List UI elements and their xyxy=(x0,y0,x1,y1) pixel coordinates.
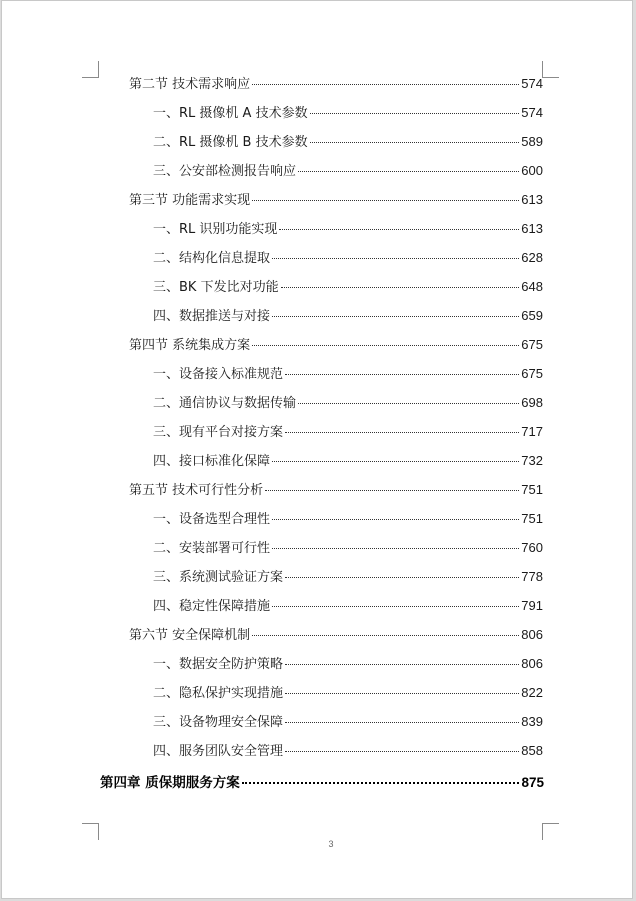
toc-entry-subsection[interactable] xyxy=(153,740,543,760)
toc-entry-page-number: 589 xyxy=(521,134,543,149)
toc-entry-title: 四、服务团队安全管理 xyxy=(153,744,284,759)
toc-entry-title: 二、安装部署可行性 xyxy=(153,541,271,556)
toc-entry-title: 第五节 技术可行性分析 xyxy=(129,483,264,498)
toc-entry-subsection[interactable] xyxy=(153,247,543,267)
toc-entry-subsection[interactable] xyxy=(153,566,543,586)
toc-entry-title: 三、公安部检测报告响应 xyxy=(153,164,297,179)
toc-leader-dots xyxy=(272,606,519,607)
toc-entry-title: 第二节 技术需求响应 xyxy=(129,77,251,92)
toc-entry-page-number: 613 xyxy=(521,192,543,207)
toc-leader-dots xyxy=(285,664,519,665)
toc-entry-chapter[interactable] xyxy=(100,771,544,791)
toc-entry-title: 三、系统测试验证方案 xyxy=(153,570,284,585)
toc-leader-dots xyxy=(265,490,519,491)
toc-leader-dots xyxy=(285,577,519,578)
toc-entry-page-number: 858 xyxy=(521,743,543,758)
toc-entry-title: 一、设备接入标准规范 xyxy=(153,367,284,382)
toc-entry-page-number: 659 xyxy=(521,308,543,323)
toc-leader-dots xyxy=(285,374,519,375)
toc-entry-subsection[interactable] xyxy=(153,218,543,238)
toc-entry-title: 二、RL 摄像机 B 技术参数 xyxy=(153,135,308,150)
toc-entry-title: 二、通信协议与数据传输 xyxy=(153,396,297,411)
toc-entry-subsection[interactable] xyxy=(153,711,543,731)
toc-entry-subsection[interactable] xyxy=(153,653,543,673)
toc-leader-dots xyxy=(310,113,520,114)
toc-entry-page-number: 628 xyxy=(521,250,543,265)
toc-leader-dots xyxy=(252,200,519,201)
toc-leader-dots xyxy=(285,693,519,694)
toc-entry-page-number: 751 xyxy=(521,511,543,526)
toc-entry-title: 第六节 安全保障机制 xyxy=(129,628,251,643)
toc-entry-section[interactable] xyxy=(129,334,543,354)
toc-leader-dots xyxy=(272,519,519,520)
toc-entry-page-number: 698 xyxy=(521,395,543,410)
toc-entry-section[interactable] xyxy=(129,624,543,644)
toc-leader-dots xyxy=(252,635,519,636)
toc-entry-page-number: 760 xyxy=(521,540,543,555)
toc-entry-title: 三、BK 下发比对功能 xyxy=(153,280,279,295)
toc-entry-title: 第四章 质保期服务方案 xyxy=(100,775,240,791)
toc-entry-page-number: 600 xyxy=(521,163,543,178)
toc-entry-subsection[interactable] xyxy=(153,160,543,180)
document-page xyxy=(1,0,633,899)
toc-entry-title: 一、设备选型合理性 xyxy=(153,512,271,527)
toc-entry-page-number: 675 xyxy=(521,366,543,381)
toc-entry-page-number: 732 xyxy=(521,453,543,468)
toc-entry-subsection[interactable] xyxy=(153,421,543,441)
toc-entry-subsection[interactable] xyxy=(153,131,543,151)
toc-leader-dots xyxy=(298,403,519,404)
toc-leader-dots xyxy=(285,432,519,433)
toc-entry-section[interactable] xyxy=(129,189,543,209)
toc-leader-dots xyxy=(272,461,519,462)
toc-entry-title: 二、隐私保护实现措施 xyxy=(153,686,284,701)
toc-entry-title: 四、数据推送与对接 xyxy=(153,309,271,324)
toc-entry-title: 第四节 系统集成方案 xyxy=(129,338,251,353)
toc-entry-page-number: 839 xyxy=(521,714,543,729)
toc-entry-title: 一、RL 摄像机 A 技术参数 xyxy=(153,106,308,121)
toc-leader-dots xyxy=(298,171,519,172)
toc-leader-dots xyxy=(310,142,520,143)
toc-leader-dots xyxy=(285,751,519,752)
toc-entry-subsection[interactable] xyxy=(153,450,543,470)
toc-entry-page-number: 751 xyxy=(521,482,543,497)
toc-entry-subsection[interactable] xyxy=(153,537,543,557)
crop-mark-bottom-right xyxy=(542,823,559,840)
toc-entry-title: 三、现有平台对接方案 xyxy=(153,425,284,440)
toc-entry-page-number: 806 xyxy=(521,656,543,671)
toc-leader-dots xyxy=(272,548,519,549)
toc-leader-dots xyxy=(272,316,519,317)
toc-entry-title: 四、接口标准化保障 xyxy=(153,454,271,469)
toc-entry-page-number: 791 xyxy=(521,598,543,613)
toc-entry-title: 三、设备物理安全保障 xyxy=(153,715,284,730)
toc-leader-dots xyxy=(281,287,520,288)
toc-entry-subsection[interactable] xyxy=(153,595,543,615)
page-number: 3 xyxy=(328,839,334,849)
toc-entry-subsection[interactable] xyxy=(153,276,543,296)
toc-entry-title: 一、RL 识别功能实现 xyxy=(153,222,278,237)
toc-leader-dots xyxy=(252,345,519,346)
toc-entry-subsection[interactable] xyxy=(153,363,543,383)
toc-leader-dots xyxy=(285,722,519,723)
toc-entry-subsection[interactable] xyxy=(153,305,543,325)
crop-mark-bottom-left xyxy=(82,823,99,840)
toc-leader-dots xyxy=(279,229,519,230)
toc-entry-page-number: 613 xyxy=(521,221,543,236)
toc-entry-subsection[interactable] xyxy=(153,102,543,122)
toc-entry-subsection[interactable] xyxy=(153,508,543,528)
toc-entry-page-number: 875 xyxy=(521,775,544,790)
toc-entry-page-number: 778 xyxy=(521,569,543,584)
toc-entry-title: 二、结构化信息提取 xyxy=(153,251,271,266)
toc-entry-page-number: 717 xyxy=(521,424,543,439)
toc-entry-page-number: 822 xyxy=(521,685,543,700)
toc-entry-title: 四、稳定性保障措施 xyxy=(153,599,271,614)
toc-entry-page-number: 806 xyxy=(521,627,543,642)
toc-entry-page-number: 574 xyxy=(521,76,543,91)
toc-entry-page-number: 675 xyxy=(521,337,543,352)
toc-entry-page-number: 574 xyxy=(521,105,543,120)
toc-entry-section[interactable] xyxy=(129,479,543,499)
toc-leader-dots xyxy=(252,84,519,85)
toc-entry-title: 一、数据安全防护策略 xyxy=(153,657,284,672)
crop-mark-top-right xyxy=(542,61,559,78)
crop-mark-top-left xyxy=(82,61,99,78)
toc-entry-title: 第三节 功能需求实现 xyxy=(129,193,251,208)
toc-entry-subsection[interactable] xyxy=(153,682,543,702)
toc-entry-subsection[interactable] xyxy=(153,392,543,412)
toc-leader-dots xyxy=(242,782,520,784)
toc-entry-page-number: 648 xyxy=(521,279,543,294)
toc-entry-section[interactable] xyxy=(129,73,543,93)
toc-leader-dots xyxy=(272,258,519,259)
